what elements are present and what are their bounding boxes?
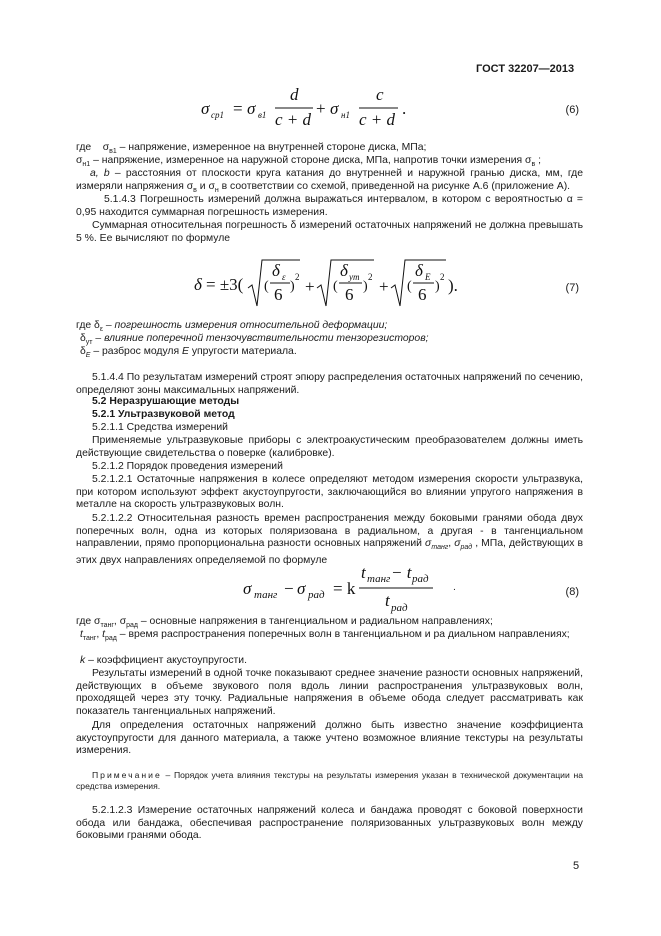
- eq6-def-line-1: где $\sigma_{в1}$ – напряжение, измеренное на внутренней стороне диска, МПа;: [76, 142, 427, 156]
- note: [76, 770, 583, 792]
- svg-text:): ): [363, 279, 368, 294]
- eq7-d2-sub: ут: [349, 272, 360, 282]
- paragraph-5-2-1-1: 5.2.1.1 Средства измерений: [92, 422, 228, 433]
- eq7-sq-2: 2: [368, 272, 373, 282]
- svg-text:): ): [290, 279, 295, 294]
- eq7-d1-sub: ε: [282, 272, 286, 282]
- eq8-sigma1: σ: [243, 579, 252, 598]
- eq6-plus: +: [316, 99, 326, 118]
- equation-8: [235, 562, 445, 616]
- svg-text:): ): [435, 279, 440, 294]
- paragraph-determination: Для определения остаточных напряжений должно быть известно значение коэффициента акустоупругости для данного материала, а также учтено возможное влияние текстуры на результаты измерения.: [76, 720, 583, 757]
- paragraph-total-error: Суммарная относительная погрешность δ измерений остаточных напряжений не должна превышать 5 %. Ее вычисляют по формуле: [76, 220, 583, 244]
- eq7-six-3: 6: [418, 285, 427, 304]
- paragraph-5-2-1-2-1: 5.2.1.2.1 Остаточные напряжения в колесе определяют методом измерения скорости ультразвука, при котором используют эффект акустоупругости, заключающийся во влиянии упругого напряжения в металле на скорость ультразвуковых волн.: [76, 474, 583, 511]
- eq6-den1: c + d: [275, 110, 312, 129]
- eq8-dot: .: [453, 582, 456, 593]
- eq8-equals-k: = k: [333, 579, 356, 598]
- paragraph-results: Результаты измерений в одной точке показывают среднее значение разности основных напряжений, действующих в объеме звукового поля вдоль линии распространения ультразвуковых волн, проходящей через эту точку. Радиальные напряжения в объеме обода следует рассматривать как показатель тангенциальных напряжений.: [76, 668, 583, 717]
- equation-6-number: (6): [565, 104, 579, 116]
- eq7-d1: δ: [272, 261, 280, 280]
- eq8-sigma2: σ: [297, 579, 306, 598]
- eq7-sq-1: 2: [295, 272, 300, 282]
- eq6-den2: c + d: [359, 110, 396, 129]
- equation-8-number: (8): [565, 586, 579, 598]
- svg-text:+: +: [379, 277, 389, 296]
- eq6-lhs: σ: [201, 99, 210, 118]
- eq6-equals: =: [233, 99, 243, 118]
- eq6-num1: d: [290, 85, 299, 104]
- eq7-rhs-start: = ±3(: [206, 275, 244, 294]
- eq6-lhs-sub: ср1: [211, 110, 224, 120]
- eq7-d2: δ: [340, 261, 348, 280]
- equation-6: [195, 84, 425, 134]
- eq8-def-line-1: где $\sigma_{танг}$, $\sigma_{рад}$ – основные напряжения в тангенциальном и радиальном направлениях;: [76, 616, 493, 630]
- paragraph-5-2-1-2-2: 5.2.1.2.2 Относительная разность времен распространения между боковыми гранями обода двух поперечных волн, одна из которых поляризована в радиальном, а другая - в тангенциальном направлении, прямо пропорциональна разности основных напряжений $\sigma_{танг}$, $\sigma_{рад}$ , МПа, действующих в этих двух направлениях определяемой по формуле: [76, 513, 583, 566]
- eq7-end: ).: [448, 276, 458, 295]
- eq6-num2: c: [376, 85, 384, 104]
- eq7-def-line-3: $\delta_E$ – разброс модуля E упругости материала.: [80, 346, 297, 360]
- svg-text:(: (: [333, 279, 338, 294]
- note-label: Примечание: [92, 770, 162, 780]
- eq8-def-line-2: $t_{танг}$, $t_{рад}$ – время распространения поперечных волн в тангенциальном и ра диальном направлениях;: [80, 629, 570, 643]
- eq8-t3-sub: рад: [391, 602, 408, 614]
- heading-5-2-1: 5.2.1 Ультразвуковой метод: [92, 409, 235, 420]
- eq6-def-line-3: a, b – расстояния от плоскости круга катания до внутренней и наружной гранью диска, мм, где измеряли напряжения $\sigma_в$ и $\sigma_н$ в соответствии со схемой, приведенной на рисунке А.6 (приложение А).: [76, 168, 583, 194]
- page-number: 5: [573, 860, 580, 872]
- eq8-t2-sub: рад: [412, 573, 429, 585]
- eq7-d3-sub: E: [425, 272, 431, 282]
- heading-5-2: 5.2 Неразрушающие методы: [92, 396, 240, 407]
- note-text: – Порядок учета влияния текстуры на результаты измерения указан в технической документации на средства измерения.: [76, 770, 583, 791]
- eq8-t1-sub: танг: [367, 573, 391, 585]
- eq7-def-line-2: $\delta_{ут}$ – влияние поперечной тензочувствительности тензорезисторов;: [80, 333, 429, 347]
- eq6-sigma2: σ: [330, 99, 339, 118]
- paragraph-5-1-4-4: 5.1.4.4 По результатам измерений строят эпюру распределения остаточных напряжений по сечению, определяют зоны максимальных напряжений.: [76, 372, 583, 396]
- svg-text:(: (: [407, 279, 412, 294]
- eq8-t3: t: [385, 591, 390, 610]
- paragraph-5-2-1-2: 5.2.1.2 Порядок проведения измерений: [92, 461, 283, 472]
- eq8-def-line-3: k – коэффициент акустоупругости.: [80, 655, 248, 666]
- paragraph-5-1-4-3: 5.1.4.3 Погрешность измерений должна выражаться интервалом, в котором с вероятностью α = 0,95 находится суммарная погрешность измерения.: [76, 194, 583, 218]
- eq7-sq-3: 2: [440, 272, 445, 282]
- eq8-sigma2-sub: рад: [308, 589, 325, 601]
- eq7-lhs: δ: [194, 275, 202, 294]
- eq8-sigma1-sub: танг: [254, 589, 278, 601]
- eq7-d3: δ: [415, 261, 423, 280]
- eq6-sigma1: σ: [247, 99, 256, 118]
- svg-text:+: +: [305, 277, 315, 296]
- eq8-t1: t: [361, 563, 366, 582]
- eq7-six-2: 6: [345, 285, 354, 304]
- eq6-sigma2-sub: н1: [341, 110, 350, 120]
- document-code: ГОСТ 32207—2013: [476, 63, 575, 75]
- paragraph-devices: Применяемые ультразвуковые приборы с электроакустическим преобразователем должны иметь действующие свидетельства о поверке (калибровке).: [76, 435, 583, 459]
- paragraph-5-2-1-2-3: 5.2.1.2.3 Измерение остаточных напряжений колеса и бандажа проводят с боковой поверхности обода или бандажа, обеспечивая распространение поляризованных ультразвуковых волн между боковыми гранями обода.: [76, 805, 583, 842]
- eq6-sigma1-sub: в1: [258, 110, 267, 120]
- equation-7: [190, 254, 470, 312]
- eq6-def-line-2: $\sigma_{н1}$ – напряжение, измеренное на наружной стороне диска, МПа, напротив точки измерения $\sigma_в$ ;: [76, 155, 541, 169]
- eq6-dot: .: [402, 99, 407, 118]
- equation-7-number: (7): [565, 282, 579, 294]
- eq7-def-line-1: где $\delta_\varepsilon$ – погрешность измерения относительной деформации;: [76, 320, 388, 334]
- eq8-minus-t: − t: [391, 563, 412, 582]
- eq8-minus: −: [284, 579, 294, 598]
- eq7-six-1: 6: [274, 285, 283, 304]
- svg-text:(: (: [264, 279, 269, 294]
